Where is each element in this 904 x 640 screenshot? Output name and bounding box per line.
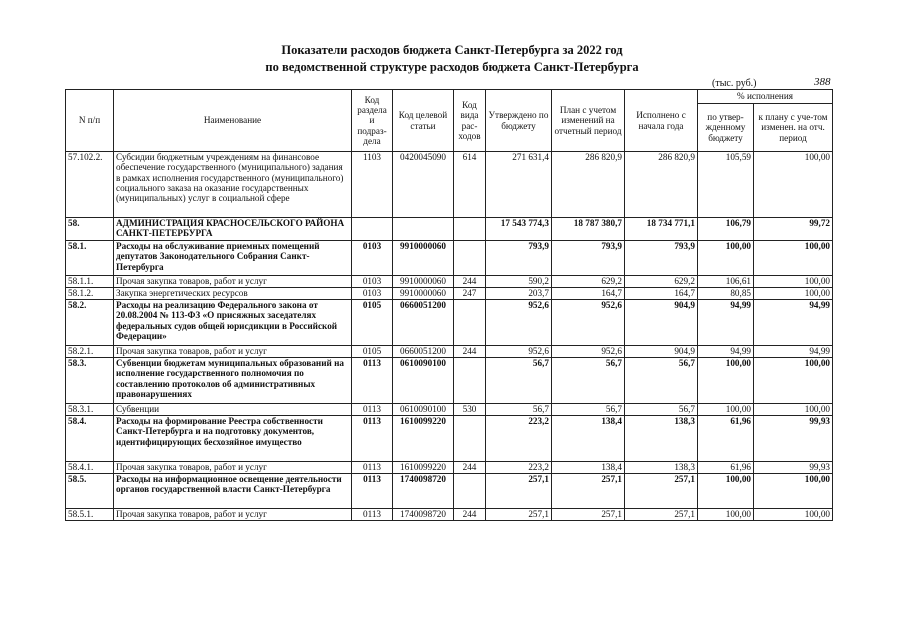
row-plan: 138,4 [552, 462, 625, 474]
row-approved: 271 631,4 [486, 152, 552, 218]
page-number: 388 [814, 76, 831, 88]
table-row [66, 152, 833, 218]
row-executed: 257,1 [625, 509, 698, 521]
row-target-code: 0610090100 [393, 358, 454, 404]
row-approved: 590,2 [486, 276, 552, 288]
row-type-code: 244 [454, 462, 486, 474]
table-row [66, 276, 833, 288]
row-pct-plan: 99,72 [754, 218, 833, 241]
expenditure-table [65, 89, 833, 521]
row-section-code: 0103 [352, 241, 393, 276]
row-approved: 17 543 774,3 [486, 218, 552, 241]
row-target-code: 1740098720 [393, 474, 454, 509]
row-target-code: 0420045090 [393, 152, 454, 218]
row-target-code: 0660051200 [393, 346, 454, 358]
row-executed: 56,7 [625, 404, 698, 416]
row-executed: 793,9 [625, 241, 698, 276]
row-target-code: 9910000060 [393, 241, 454, 276]
row-executed: 56,7 [625, 358, 698, 404]
row-type-code: 244 [454, 509, 486, 521]
row-name: АДМИНИСТРАЦИЯ КРАСНОСЕЛЬСКОГО РАЙОНА САНКТ-ПЕТЕРБУРГА [114, 218, 352, 241]
row-plan: 257,1 [552, 474, 625, 509]
row-pct-approved: 100,00 [698, 474, 754, 509]
row-type-code [454, 474, 486, 509]
header-name: Наименование [114, 90, 352, 152]
row-approved: 56,7 [486, 358, 552, 404]
row-executed: 904,9 [625, 300, 698, 346]
row-pct-approved: 100,00 [698, 241, 754, 276]
row-executed: 629,2 [625, 276, 698, 288]
row-pct-approved: 100,00 [698, 358, 754, 404]
table-row [66, 241, 833, 276]
row-type-code: 530 [454, 404, 486, 416]
row-pct-approved: 61,96 [698, 462, 754, 474]
row-pct-plan: 100,00 [754, 404, 833, 416]
row-target-code: 1610099220 [393, 462, 454, 474]
table-row [66, 404, 833, 416]
row-type-code [454, 218, 486, 241]
row-approved: 793,9 [486, 241, 552, 276]
row-executed: 286 820,9 [625, 152, 698, 218]
report-title: Показатели расходов бюджета Санкт-Петербурга за 2022 год [281, 43, 623, 57]
row-approved: 223,2 [486, 416, 552, 462]
row-section-code: 0113 [352, 462, 393, 474]
row-plan: 952,6 [552, 346, 625, 358]
row-pct-plan: 100,00 [754, 241, 833, 276]
row-section-code: 0113 [352, 404, 393, 416]
row-approved: 56,7 [486, 404, 552, 416]
row-target-code: 0610090100 [393, 404, 454, 416]
row-target-code: 1610099220 [393, 416, 454, 462]
row-target-code: 1740098720 [393, 509, 454, 521]
row-executed: 138,3 [625, 416, 698, 462]
row-pct-plan: 100,00 [754, 152, 833, 218]
row-num: 58.3. [66, 358, 114, 404]
row-name: Расходы на обслуживание приемных помещений депутатов Законодательного Собрания Санкт-Петербурга [114, 241, 352, 276]
table-row [66, 288, 833, 300]
table-row [66, 300, 833, 346]
header-executed: Исполнено с начала года [625, 90, 698, 152]
row-section-code: 0105 [352, 346, 393, 358]
row-pct-plan: 99,93 [754, 462, 833, 474]
row-num: 58.1.2. [66, 288, 114, 300]
row-plan: 138,4 [552, 416, 625, 462]
row-plan: 286 820,9 [552, 152, 625, 218]
table-row [66, 474, 833, 509]
row-name: Субвенции бюджетам муниципальных образований на исполнение государственного полномочия по составлению протоколов об административных правонарушениях [114, 358, 352, 404]
row-num: 58.4.1. [66, 462, 114, 474]
row-approved: 257,1 [486, 509, 552, 521]
row-pct-approved: 106,61 [698, 276, 754, 288]
row-name: Прочая закупка товаров, работ и услуг [114, 509, 352, 521]
row-num: 57.102.2. [66, 152, 114, 218]
row-approved: 223,2 [486, 462, 552, 474]
row-target-code: 0660051200 [393, 300, 454, 346]
row-section-code: 0113 [352, 358, 393, 404]
row-approved: 952,6 [486, 300, 552, 346]
row-section-code: 0113 [352, 416, 393, 462]
header-approved: Утверждено по бюджету [486, 90, 552, 152]
row-pct-approved: 94,99 [698, 300, 754, 346]
row-num: 58.2. [66, 300, 114, 346]
header-type-code: Код вида рас-ходов [454, 90, 486, 152]
row-section-code: 0103 [352, 276, 393, 288]
row-type-code [454, 300, 486, 346]
row-target-code [393, 218, 454, 241]
row-pct-plan: 94,99 [754, 346, 833, 358]
row-target-code: 9910000060 [393, 276, 454, 288]
row-pct-plan: 100,00 [754, 474, 833, 509]
row-pct-plan: 100,00 [754, 288, 833, 300]
row-pct-approved: 100,00 [698, 509, 754, 521]
row-num: 58.3.1. [66, 404, 114, 416]
row-target-code: 9910000060 [393, 288, 454, 300]
table-row [66, 462, 833, 474]
row-approved: 952,6 [486, 346, 552, 358]
row-pct-plan: 100,00 [754, 276, 833, 288]
row-name: Закупка энергетических ресурсов [114, 288, 352, 300]
row-section-code: 0113 [352, 509, 393, 521]
row-executed: 18 734 771,1 [625, 218, 698, 241]
row-section-code: 0113 [352, 474, 393, 509]
row-plan: 56,7 [552, 404, 625, 416]
row-pct-plan: 100,00 [754, 358, 833, 404]
row-type-code: 247 [454, 288, 486, 300]
row-num: 58.2.1. [66, 346, 114, 358]
row-pct-plan: 94,99 [754, 300, 833, 346]
row-num: 58. [66, 218, 114, 241]
header-num: N п/п [66, 90, 114, 152]
header-percent-group: % исполнения [698, 90, 833, 104]
row-section-code [352, 218, 393, 241]
row-name: Субвенции [114, 404, 352, 416]
row-section-code: 0103 [352, 288, 393, 300]
row-num: 58.5.1. [66, 509, 114, 521]
table-row [66, 218, 833, 241]
row-pct-approved: 100,00 [698, 404, 754, 416]
row-type-code [454, 358, 486, 404]
row-num: 58.1. [66, 241, 114, 276]
table-row [66, 358, 833, 404]
row-type-code [454, 416, 486, 462]
units-label: (тыс. руб.) [712, 78, 757, 89]
header-pct-approved: по утвер-жденному бюджету [698, 104, 754, 152]
row-type-code [454, 241, 486, 276]
row-plan: 18 787 380,7 [552, 218, 625, 241]
row-name: Расходы на информационное освещение деятельности органов государственной власти Санкт-Петербурга [114, 474, 352, 509]
row-name: Прочая закупка товаров, работ и услуг [114, 346, 352, 358]
row-executed: 257,1 [625, 474, 698, 509]
row-section-code: 0105 [352, 300, 393, 346]
row-approved: 257,1 [486, 474, 552, 509]
row-pct-approved: 61,96 [698, 416, 754, 462]
row-type-code: 244 [454, 276, 486, 288]
header-pct-plan: к плану с уче-том изменен. на отч. период [754, 104, 833, 152]
row-pct-approved: 106,79 [698, 218, 754, 241]
row-name: Расходы на формирование Реестра собственности Санкт-Петербурга и на подготовку документов, идентифицирующих бесхозяйное имущество [114, 416, 352, 462]
header-section-code: Код раздела и подраз-дела [352, 90, 393, 152]
row-pct-plan: 100,00 [754, 509, 833, 521]
table-row [66, 416, 833, 462]
table-row [66, 509, 833, 521]
row-pct-approved: 94,99 [698, 346, 754, 358]
row-type-code: 244 [454, 346, 486, 358]
row-plan: 257,1 [552, 509, 625, 521]
row-plan: 164,7 [552, 288, 625, 300]
row-name: Расходы на реализацию Федерального закона от 20.08.2004 № 113-ФЗ «О присяжных заседателях федеральных судов общей юрисдикции в Российской Федерации» [114, 300, 352, 346]
row-plan: 629,2 [552, 276, 625, 288]
row-num: 58.4. [66, 416, 114, 462]
row-num: 58.1.1. [66, 276, 114, 288]
header-plan: План с учетом изменений на отчетный период [552, 90, 625, 152]
row-plan: 952,6 [552, 300, 625, 346]
row-pct-approved: 80,85 [698, 288, 754, 300]
row-name: Субсидии бюджетным учреждениям на финансовое обеспечение государственного (муниципального) задания в рамках исполнения государственного (муниципального) социального заказа на оказание государственных (муниципальных) услуг в социальной сфере [114, 152, 352, 218]
header-target-code: Код целевой статьи [393, 90, 454, 152]
table-row [66, 346, 833, 358]
row-num: 58.5. [66, 474, 114, 509]
row-executed: 138,3 [625, 462, 698, 474]
row-pct-approved: 105,59 [698, 152, 754, 218]
report-subtitle: по ведомственной структуре расходов бюджета Санкт-Петербурга [265, 60, 639, 74]
row-approved: 203,7 [486, 288, 552, 300]
row-plan: 793,9 [552, 241, 625, 276]
row-pct-plan: 99,93 [754, 416, 833, 462]
row-plan: 56,7 [552, 358, 625, 404]
row-executed: 904,9 [625, 346, 698, 358]
row-type-code: 614 [454, 152, 486, 218]
row-executed: 164,7 [625, 288, 698, 300]
row-name: Прочая закупка товаров, работ и услуг [114, 276, 352, 288]
row-section-code: 1103 [352, 152, 393, 218]
row-name: Прочая закупка товаров, работ и услуг [114, 462, 352, 474]
